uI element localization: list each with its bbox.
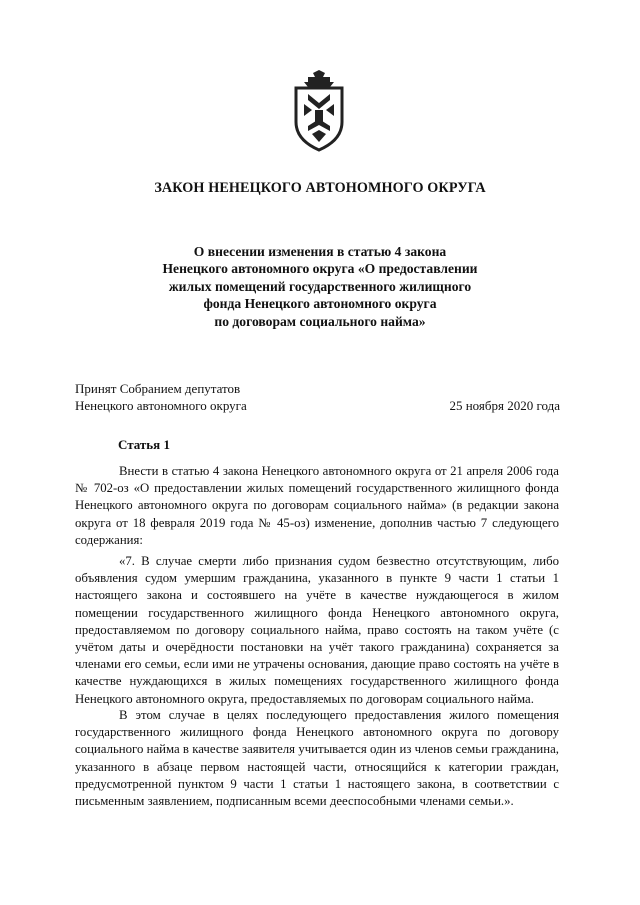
adoption-line: Ненецкого автономного округа [75,398,247,413]
law-subject [0,243,640,330]
emblem-ornament-bottom [308,119,330,131]
subject-line: Ненецкого автономного округа «О предоставлении [162,261,478,277]
subject-line: жилых помещений государственного жилищного [168,278,472,294]
article-paragraph: «7. В случае смерти либо признания судом безвестно отсутствующим, либо объявления судом умершим гражданина, указанного в пункте 9 части 1 статьи 1 настоящего закона и состоявшего на учёте в качестве нуждающегося в жилом помещении государственного жилищного фонда Ненецкого автономного округа, предоставляемом по договору социального найма, право состоять на таком учёте (с учётом даты и очерёдности постановки на учёт такого гражданина) сохраняется за членами его семьи, если ими не утрачены основания, дающие право состоять на учёте в качестве нуждающихся в жилых помещениях государственного жилищного фонда Ненецкого автономного округа, предоставляемых по договорам социального найма. [75,554,559,706]
nenets-coat-of-arms-icon [290,70,348,154]
emblem-ornament-left [304,104,312,116]
adoption-info [75,380,247,414]
law-title: ЗАКОН НЕНЕЦКОГО АВТОНОМНОГО ОКРУГА [154,180,486,196]
subject-line: О внесении изменения в статью 4 закона [193,244,447,259]
emblem-crown-band [304,82,334,87]
emblem-graphic [290,70,348,154]
article-paragraph: В этом случае в целях последующего предоставления жилого помещения государственного жилищного фонда Ненецкого автономного округа по договору социального найма в качестве заявителя учитывается один из членов семьи гражданина, указанного в абзаце первом настоящей части, относящийся к категории граждан, предусмотренной пунктом 9 части 1 статьи 1 настоящего закона, в соответствии с письменным заявлением, подписанным всеми дееспособными членами семьи.». [75,708,559,809]
article-paragraph: Внести в статью 4 закона Ненецкого автономного округа от 21 апреля 2006 года № 702-оз «О предоставлении жилых помещений государственного жилищного фонда Ненецкого автономного округа по договорам социального найма» (в редакции закона округа от 18 февраля 2019 года № 45-оз) изменение, дополнив частью 7 следующего содержания: [75,464,559,547]
emblem-ornament-tip [312,130,326,142]
adoption-line: Принят Собранием депутатов [75,381,241,396]
emblem-ornament-top [308,94,330,109]
article-heading: Статья 1 [118,437,170,452]
subject-line: фонда Ненецкого автономного округа [203,296,437,312]
adoption-date: 25 ноября 2020 года [449,398,560,413]
emblem-crown [313,70,325,77]
subject-line: по договорам социального найма» [214,313,426,329]
emblem-crown-base [308,77,330,82]
emblem-ornament-right [326,104,334,116]
